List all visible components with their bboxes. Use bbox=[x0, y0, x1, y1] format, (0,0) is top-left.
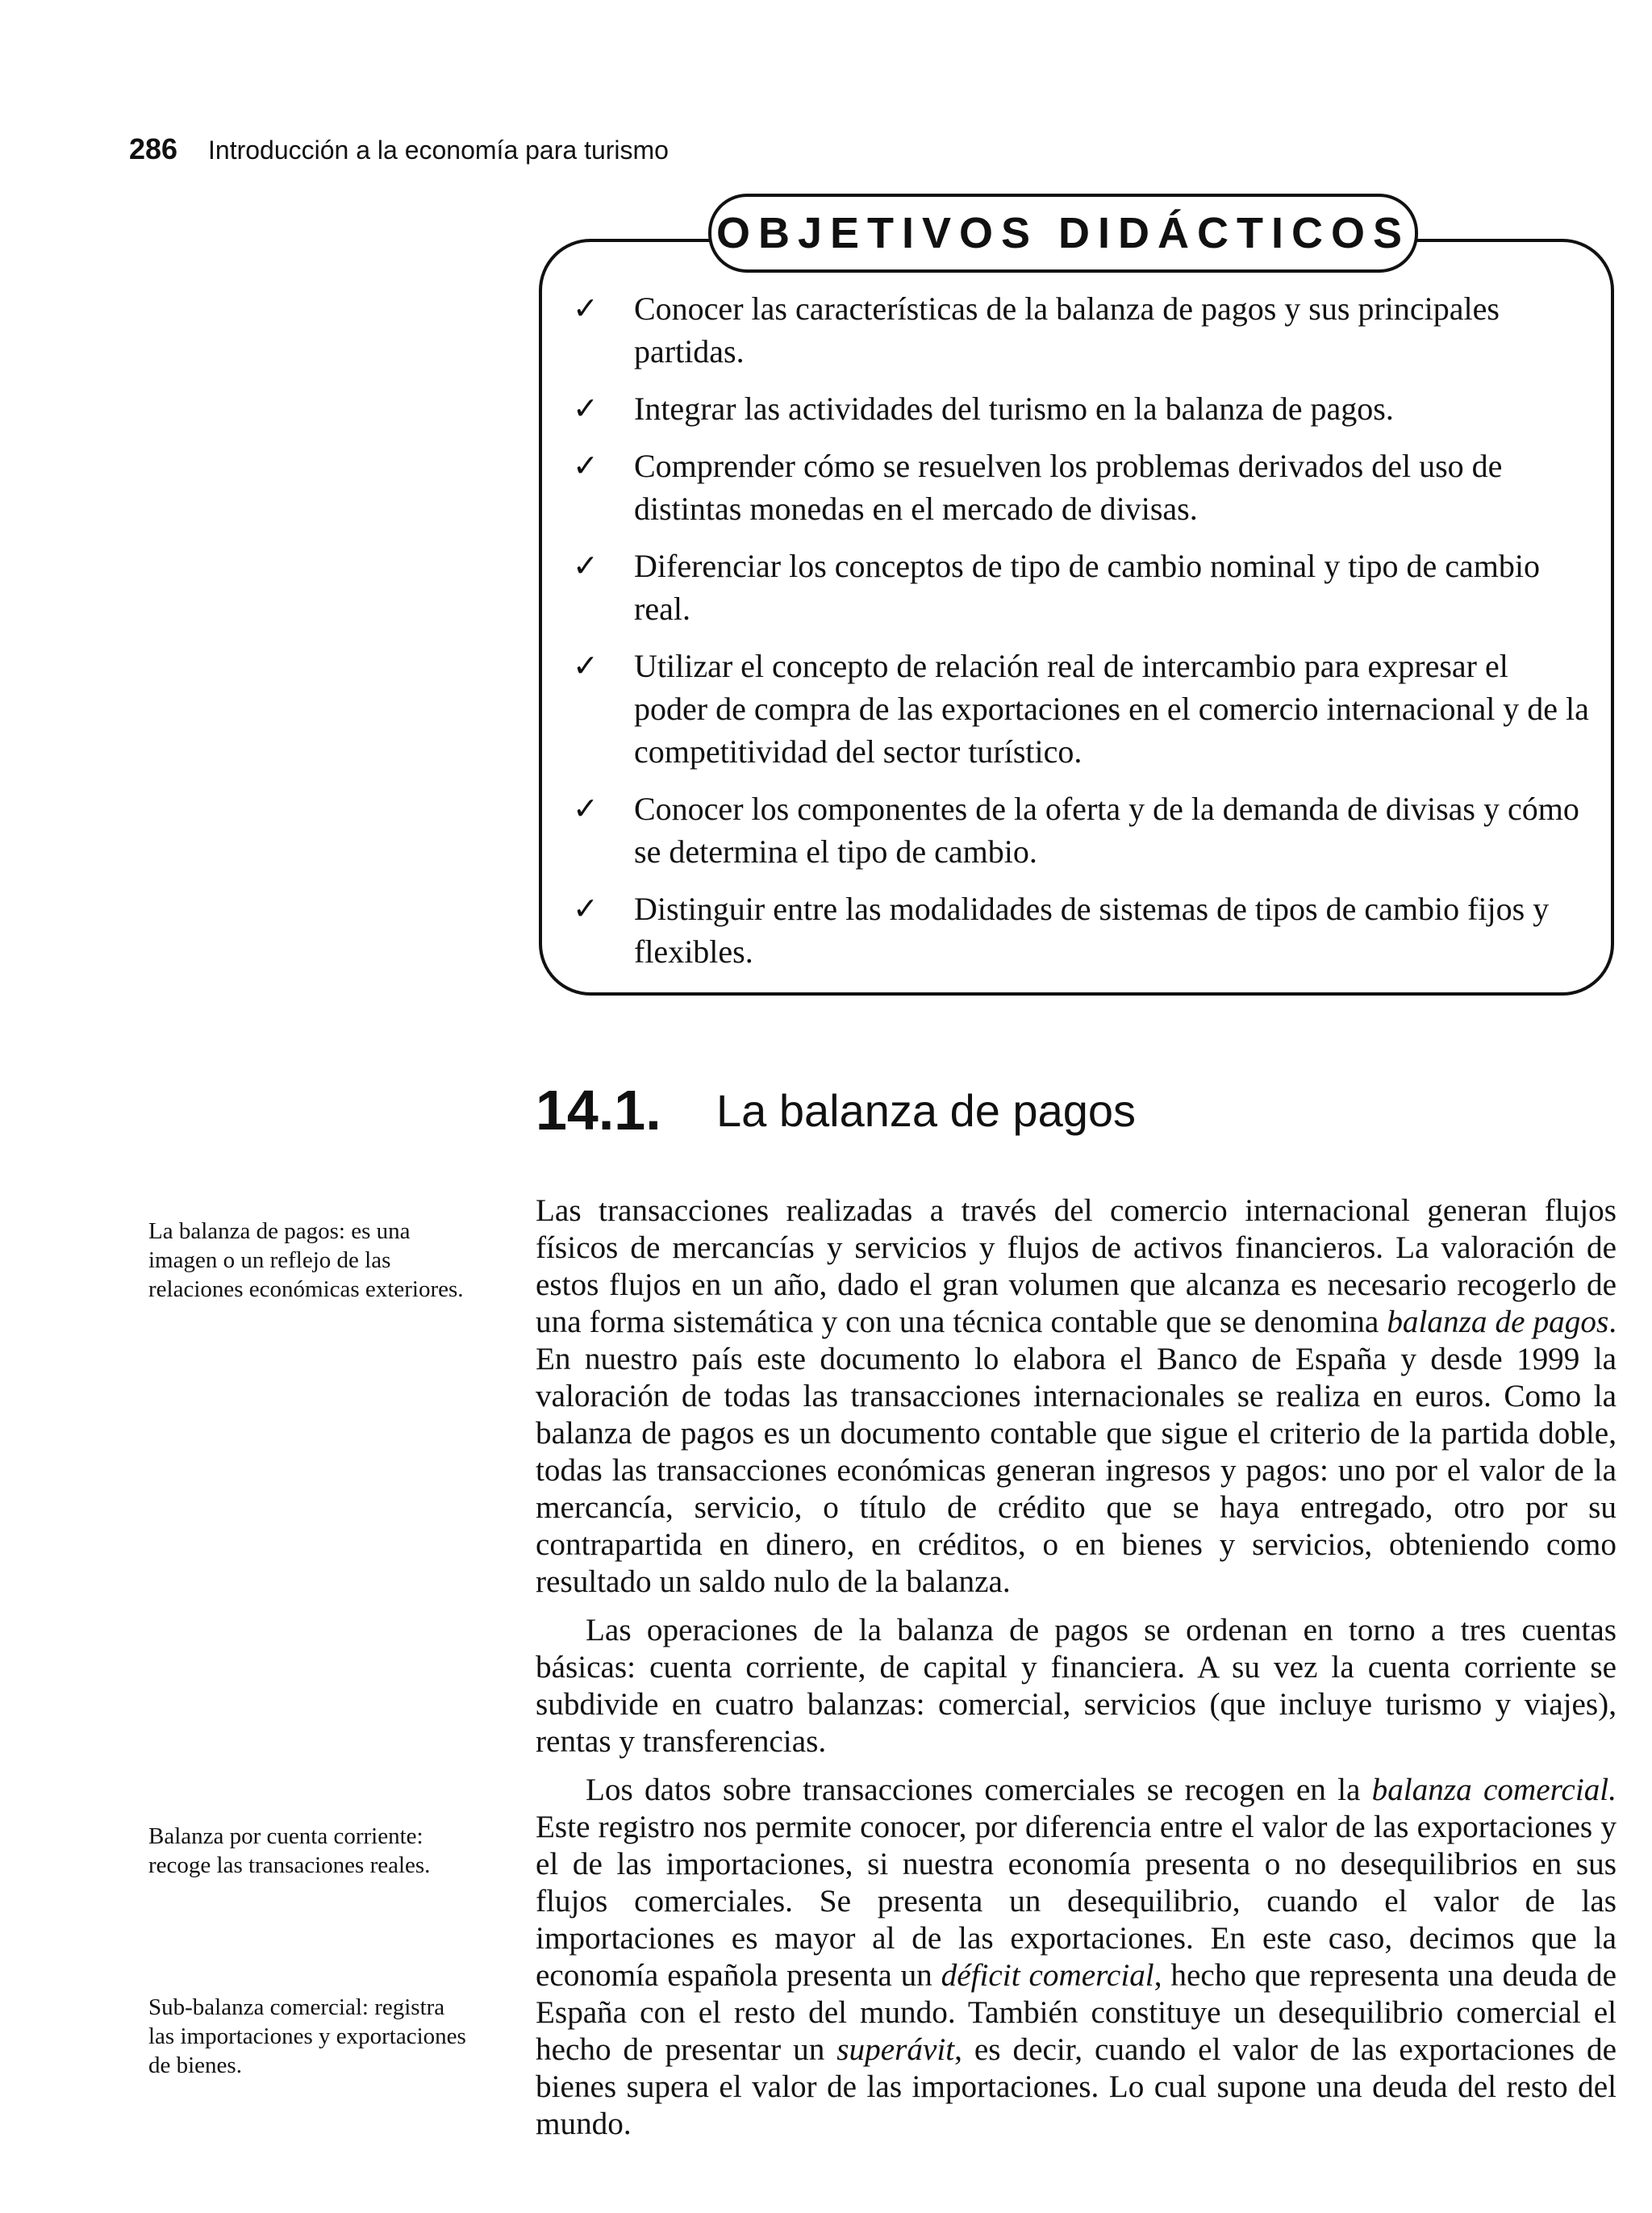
objective-text: Integrar las actividades del turismo en la balanza de pagos. bbox=[634, 390, 1394, 427]
text-run: , hecho que representa una deuda de España con el resto del mundo. También constituye un desequilibrio comercial el hecho de presentar un bbox=[536, 1958, 1617, 2067]
margin-note: La balanza de pagos: es una imagen o un reflejo de las relaciones económicas exteriores. bbox=[148, 1218, 464, 1302]
objective-text: Conocer las características de la balanza de pagos y sus principales partidas. bbox=[634, 290, 1500, 370]
text-run: , es decir, cuando el valor de las exportaciones de bienes supera el valor de las importaciones. Lo cual supone una deuda del resto del mundo. bbox=[536, 2032, 1617, 2141]
term: balanza comercial. bbox=[1371, 1772, 1617, 1807]
objective-text: Diferenciar los conceptos de tipo de cambio nominal y tipo de cambio real. bbox=[634, 548, 1540, 627]
objective-item bbox=[573, 887, 1589, 973]
text-run: . En nuestro país este documento lo elabora el Banco de España y desde 1999 la valoración de todas las transacciones internacionales se realiza en euros. Como la balanza de pagos es un documento contable que sigue el criterio de la partida doble, todas las transacciones económicas generan ingresos y pagos: uno por el valor de la mercancía, servicio, o título de crédito que se haya entregado, otro por su contrapartida en dinero, en créditos, o en bienes y servicios, obteniendo como resultado un saldo nulo de la balanza. bbox=[536, 1305, 1617, 1599]
term: déficit comercial bbox=[941, 1958, 1154, 1993]
paragraph bbox=[536, 1192, 1617, 1601]
section-number: 14.1. bbox=[536, 1079, 661, 1142]
objective-item bbox=[573, 387, 1589, 430]
objective-item bbox=[573, 645, 1589, 773]
check-icon: ✓ bbox=[573, 390, 599, 426]
objective-item bbox=[573, 287, 1589, 373]
paragraph: Las operaciones de la balanza de pagos se ordenan en torno a tres cuentas básicas: cuenta corriente, de capital y financiera. A su vez la cuenta corriente se subdivide en cuatro balanzas: comercial, servicios (que incluye turismo y viajes), rentas y transferencias. bbox=[536, 1613, 1617, 1759]
check-icon: ✓ bbox=[573, 290, 599, 326]
objective-item bbox=[573, 787, 1589, 873]
term: balanza de pagos bbox=[1387, 1305, 1609, 1339]
page-number: 286 bbox=[129, 132, 178, 165]
objective-text: Utilizar el concepto de relación real de intercambio para expresar el poder de compra de las exportaciones en el comercio internacional y de la competitividad del sector turístico. bbox=[634, 648, 1589, 770]
objective-text: Comprender cómo se resuelven los problemas derivados del uso de distintas monedas en el mercado de divisas. bbox=[634, 448, 1503, 527]
margin-note: Balanza por cuenta corriente: recoge las transaciones reales. bbox=[148, 1823, 431, 1878]
objective-text: Conocer los componentes de la oferta y de la demanda de divisas y cómo se determina el tipo de cambio. bbox=[634, 791, 1579, 870]
text-run: Este registro nos permite conocer, por diferencia entre el valor de las exportaciones y el de las importaciones, si nuestra economía presenta o no desequilibrios en sus flujos comerciales. Se presenta un desequilibrio, cuando el valor de las importaciones es mayor al de las exportaciones. En este caso, decimos que la economía española presenta un bbox=[536, 1810, 1617, 1993]
check-icon: ✓ bbox=[573, 448, 599, 483]
check-icon: ✓ bbox=[573, 648, 599, 683]
check-icon: ✓ bbox=[573, 548, 599, 583]
section-title: La balanza de pagos bbox=[716, 1085, 1136, 1136]
check-icon: ✓ bbox=[573, 891, 599, 926]
running-title: Introducción a la economía para turismo bbox=[208, 136, 669, 165]
objectives-title: OBJETIVOS DIDÁCTICOS bbox=[708, 194, 1418, 273]
text-run: Las transacciones realizadas a través del comercio internacional generan flujos físicos de mercancías y servicios y flujos de activos financieros. La valoración de estos flujos en un año, dado el gran volumen que alcanza es necesario recogerlo de una forma sistemática y con una técnica contable que se denomina bbox=[536, 1193, 1617, 1339]
body-text bbox=[536, 1192, 1617, 2154]
margin-note: Sub-balanza comercial: registra las importaciones y exportaciones de bienes. bbox=[148, 1994, 466, 2078]
term: superávit bbox=[836, 2032, 955, 2067]
objective-text: Distinguir entre las modalidades de sistemas de tipos de cambio fijos y flexibles. bbox=[634, 891, 1550, 970]
objectives-list bbox=[573, 287, 1589, 987]
objective-item bbox=[573, 445, 1589, 530]
objective-item bbox=[573, 545, 1589, 630]
text-run: Los datos sobre transacciones comerciales se recogen en la bbox=[586, 1772, 1372, 1807]
paragraph bbox=[536, 1772, 1617, 2143]
check-icon: ✓ bbox=[573, 791, 599, 826]
